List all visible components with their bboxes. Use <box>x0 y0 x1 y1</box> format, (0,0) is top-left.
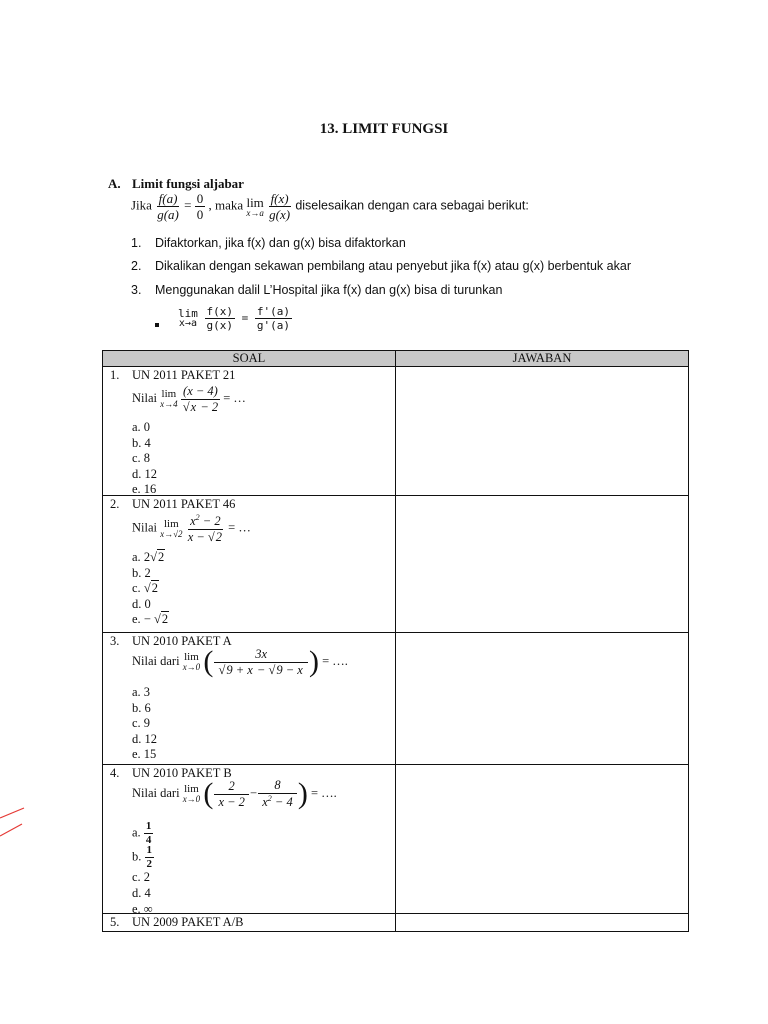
limit-fraction <box>186 514 225 543</box>
nilai-label: Nilai <box>132 520 157 535</box>
question-expression <box>132 647 348 677</box>
limit-operator <box>178 308 198 329</box>
equals-ellipsis: = … <box>228 520 251 535</box>
question-source <box>110 368 235 383</box>
sqrt-content: 2 <box>151 581 158 595</box>
header-jawaban: JAWABAN <box>396 351 689 367</box>
jawaban-cell-3[interactable] <box>396 633 689 765</box>
option-a: a. 2√2 <box>132 550 165 564</box>
option-letter: e. <box>132 612 141 626</box>
soal-cell-1 <box>103 367 396 496</box>
option-value: 2 <box>143 550 151 564</box>
ga: g(a) <box>157 207 179 222</box>
den-mid: − <box>253 662 269 677</box>
intro-rest: diselesaikan dengan cara sebagai berikut: <box>295 198 529 213</box>
source-label: UN 2009 PAKET A/B <box>132 915 244 929</box>
fraction-2 <box>260 779 295 808</box>
option-fraction <box>145 845 155 870</box>
limit-operator: lim x→0 <box>182 651 201 672</box>
jika-label: Jika <box>131 197 152 213</box>
option-b: b. 2 <box>132 565 151 580</box>
fa: f(a) <box>158 191 178 206</box>
red-pen-mark <box>0 800 40 850</box>
option-c: c. 9 <box>132 716 151 730</box>
step-number: 3. <box>131 283 142 297</box>
sqrt-content: 2 <box>157 550 165 564</box>
denominator: 4 <box>145 834 152 846</box>
option-a: a. 0 <box>132 420 151 434</box>
den-a: x − <box>187 529 208 544</box>
options-list <box>132 685 157 763</box>
minus-sign: − <box>143 612 151 626</box>
fraction-1 <box>216 780 246 808</box>
red-stroke <box>0 808 24 818</box>
option-fraction <box>144 821 154 846</box>
limit-fraction <box>181 385 220 413</box>
den-rest: − 4 <box>271 795 293 810</box>
denominator: x − 2 <box>218 794 245 809</box>
numerator: f(x) <box>206 305 233 318</box>
source-label: UN 2011 PAKET 46 <box>132 497 236 511</box>
sqrt-content: 9 + x <box>226 662 253 677</box>
numerator: (x − 4) <box>183 384 218 398</box>
left-paren: ( <box>203 645 214 678</box>
question-expression <box>132 779 337 809</box>
right-paren: ) <box>308 645 319 678</box>
option-d: d. 4 <box>132 886 151 900</box>
jawaban-cell-4[interactable] <box>396 765 689 914</box>
right-paren: ) <box>297 777 308 810</box>
step-2 <box>131 259 631 273</box>
options-list <box>132 550 169 628</box>
step-number: 2. <box>131 259 142 273</box>
equals-ellipsis: = …. <box>310 785 337 800</box>
option-d: d. 12 <box>132 466 157 481</box>
denominator: √9 + x − √9 − x <box>218 662 303 677</box>
maka-label: , maka <box>208 197 244 213</box>
limit-operator: lim x→4 <box>160 388 178 409</box>
numerator: 8 <box>258 779 297 794</box>
soal-cell-5 <box>103 914 396 932</box>
question-source <box>110 497 235 512</box>
minus-sign: − <box>250 785 258 800</box>
intro-condition: Jika $\frac{f(a)}{g(a)}$ = $\frac{0}{0}$ , maka lim x→a $\frac{f(x)}{g(x)}$ diselesaikan dengan cara sebagai berikut: <box>131 191 529 222</box>
option-letter: b. <box>132 849 142 864</box>
soal-jawaban-table <box>102 350 689 932</box>
bullet-icon <box>155 323 159 327</box>
option-d: d. 0 <box>132 596 151 611</box>
soal-cell-4 <box>103 765 396 914</box>
option-c: c. √2 <box>132 581 158 595</box>
question-expression <box>132 385 246 413</box>
equals-ellipsis: = …. <box>322 653 348 668</box>
lim-text: lim <box>178 307 198 320</box>
soal-cell-2 <box>103 496 396 633</box>
options-list <box>132 821 154 917</box>
option-e: e. 16 <box>132 482 157 496</box>
question-number: 5. <box>110 915 120 929</box>
step-3 <box>131 283 502 297</box>
source-label: UN 2011 PAKET 21 <box>132 368 236 382</box>
step-text: Dikalikan dengan sekawan pembilang atau penyebut jika f(x) atau g(x) berbentuk akar <box>155 259 631 273</box>
page-title: 13. LIMIT FUNGSI <box>319 121 449 137</box>
zero-num: 0 <box>196 191 204 206</box>
option-e: e. 15 <box>132 747 157 761</box>
left-paren: ( <box>203 777 214 810</box>
option-b: b. 6 <box>132 700 151 715</box>
option-a: a. 3 <box>132 685 151 699</box>
fraction-fx-gx <box>267 192 292 221</box>
equals-ellipsis: = … <box>223 390 246 405</box>
fraction-fa-ga <box>155 192 181 221</box>
fraction-f-g <box>205 306 236 331</box>
limit-fraction <box>216 648 305 676</box>
table-row <box>103 633 689 765</box>
lim-sub: x→4 <box>160 399 178 409</box>
lim-sub: x→0 <box>182 794 201 804</box>
question-number: 3. <box>110 634 120 648</box>
options-list <box>132 420 157 498</box>
question-expression <box>132 514 251 543</box>
fraction-zero-zero <box>195 192 206 221</box>
sqrt-content: x <box>190 399 197 414</box>
lim-sub: x→√2 <box>160 528 183 539</box>
gx: g(x) <box>269 207 291 222</box>
numerator: 3x <box>214 648 307 663</box>
den-exp: 2 <box>267 793 272 803</box>
source-label: UN 2010 PAKET B <box>132 766 232 780</box>
section-a-heading <box>108 176 244 192</box>
table-row <box>103 914 689 932</box>
limit-operator: lim x→√2 <box>160 517 183 539</box>
option-e: e. − √2 <box>132 612 169 626</box>
source-label: UN 2010 PAKET A <box>132 634 232 648</box>
step-text: Menggunakan dalil L’Hospital jika f(x) dan g(x) bisa di turunkan <box>155 283 503 297</box>
limit-operator: lim x→0 <box>182 783 201 804</box>
option-letter: c. <box>132 581 141 595</box>
option-a <box>132 821 154 845</box>
jawaban-cell-2[interactable] <box>396 496 689 633</box>
step-1 <box>131 236 406 250</box>
num-base: x <box>190 514 196 529</box>
numerator: 2 <box>214 780 248 795</box>
option-letter: a. <box>132 550 141 564</box>
numerator: 1 <box>146 844 152 856</box>
sqrt-content: 9 − x <box>276 662 303 677</box>
numerator: 1 <box>145 820 152 832</box>
nilai-label: Nilai dari <box>132 653 180 668</box>
question-number: 2. <box>110 497 120 511</box>
limit-operator <box>246 196 264 218</box>
lhospital-formula: lim x→a $\frac{f(x)}{g(x)}$ = $\frac{f'(a)}{g'(a)}$ <box>178 305 290 332</box>
jawaban-cell-1[interactable] <box>396 367 689 496</box>
section-title: Limit fungsi aljabar <box>132 176 244 191</box>
numerator <box>188 514 223 530</box>
section-letter: A. <box>108 176 121 191</box>
lim-text: lim <box>246 194 264 210</box>
step-text: Difaktorkan, jika f(x) dan g(x) bisa difaktorkan <box>155 236 406 250</box>
den-rest: − 2 <box>197 399 219 414</box>
table-row <box>103 367 689 496</box>
table-header-row <box>103 351 689 367</box>
numerator: f'(a) <box>256 305 290 318</box>
option-b: b. 4 <box>132 435 151 450</box>
red-stroke <box>0 824 22 836</box>
nilai-label: Nilai <box>132 390 157 405</box>
option-e: e. ∞ <box>132 902 153 916</box>
den-base: x <box>262 795 268 810</box>
option-c: c. 8 <box>132 451 151 465</box>
step-number: 1. <box>131 236 142 250</box>
sqrt-content: 2 <box>161 612 169 626</box>
jawaban-cell-5[interactable] <box>396 914 689 932</box>
option-letter: a. <box>132 825 141 840</box>
num-exp: 2 <box>195 513 200 522</box>
sqrt-content: 2 <box>215 529 223 544</box>
denominator: g'(a) <box>256 319 290 332</box>
question-number: 4. <box>110 766 120 780</box>
denominator <box>260 794 295 809</box>
denominator: 2 <box>146 858 152 870</box>
question-number: 1. <box>110 368 120 382</box>
denominator: x − √2 <box>187 529 223 544</box>
table-row <box>103 496 689 633</box>
header-soal: SOAL <box>103 351 396 367</box>
denominator: √x − 2 <box>182 399 219 414</box>
question-source <box>110 915 243 930</box>
num-rest: − 2 <box>199 514 221 529</box>
denominator: g(x) <box>206 319 233 332</box>
option-d: d. 12 <box>132 731 157 746</box>
soal-cell-3 <box>103 633 396 765</box>
nilai-label: Nilai dari <box>132 785 180 800</box>
lim-sub: x→a <box>178 318 197 329</box>
fx: f(x) <box>270 191 289 206</box>
lim-sub: x→0 <box>182 662 201 672</box>
fraction-fprime-gprime <box>255 306 292 331</box>
lim-sub: x→a <box>246 207 264 218</box>
zero-den: 0 <box>196 207 204 222</box>
table-row <box>103 765 689 914</box>
option-b <box>132 845 154 869</box>
option-c: c. 2 <box>132 870 151 884</box>
